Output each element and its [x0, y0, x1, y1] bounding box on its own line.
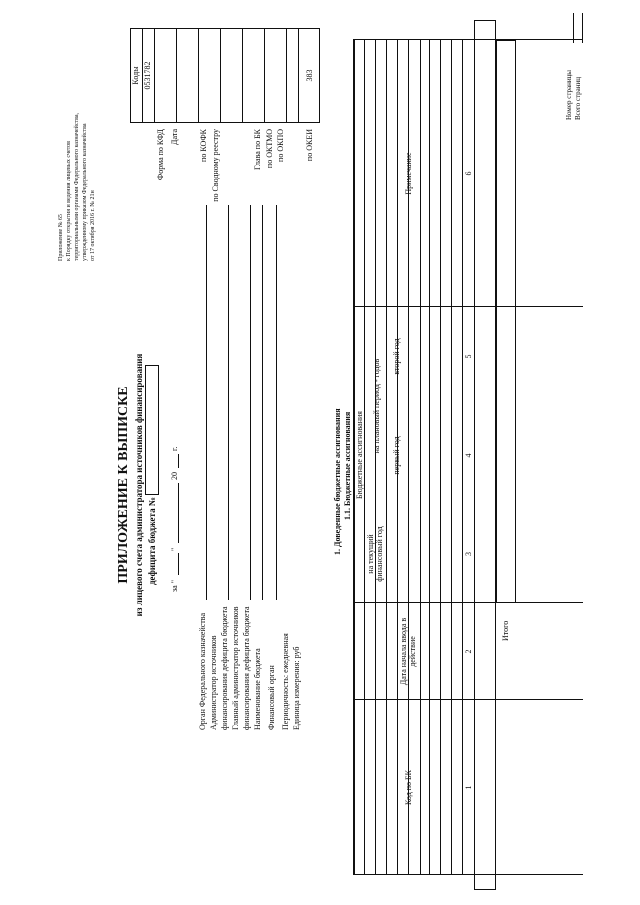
field-label-periodicity: Периодичность: ежедневная — [281, 633, 290, 730]
date-month-line — [178, 483, 179, 543]
field-line-ofk[interactable] — [206, 205, 207, 600]
date-year-suffix: г. — [170, 446, 179, 451]
date-prefix: за " — [170, 580, 179, 592]
date-year-line — [178, 454, 179, 468]
field-label-unit: Единица измерения: руб — [292, 646, 301, 730]
page-number-label: Номер страницы — [565, 69, 573, 120]
col-header-second-year: второй год — [391, 338, 401, 375]
col-header-kbk: Код по БК — [403, 770, 413, 805]
code-label-okei: по ОКЕИ — [305, 129, 314, 162]
field-label-fin-organ: Финансовый орган — [267, 665, 276, 730]
codes-divider — [220, 28, 221, 123]
col-header-current-tek: текущий — [366, 534, 375, 564]
table-total-label: Итого — [501, 620, 510, 641]
field-line-budget[interactable] — [262, 205, 263, 600]
col-header-current-fin: финансовый год — [375, 526, 384, 582]
col-num-1: 1 — [464, 785, 473, 790]
codes-divider — [298, 28, 299, 123]
field-line-gadmin[interactable] — [250, 205, 251, 600]
code-label-kofk: по КОФК — [199, 129, 208, 162]
code-label-okpo: по ОКПО — [276, 129, 285, 162]
page-number-line[interactable] — [573, 13, 574, 43]
field-label-admin-1: Администратор источников — [209, 635, 218, 730]
col-header-first-year: первый год — [391, 436, 401, 475]
code-value-okei: 383 — [305, 69, 314, 82]
col-num-2: 2 — [464, 649, 473, 654]
account-number-box[interactable] — [145, 365, 159, 495]
col-num-3: 3 — [464, 552, 473, 556]
col-header-note: Примечание — [403, 152, 413, 195]
col-header-current — [366, 505, 406, 603]
code-label-glava: Глава по БК — [253, 129, 262, 170]
col-header-date: Дата начала ввода в действие — [399, 617, 417, 686]
code-label-oktmo: по ОКТМО — [265, 129, 274, 169]
table-total-box — [496, 40, 516, 603]
appendix-line-4: утвержденному приказом Федерального казначейства — [82, 123, 88, 261]
codes-divider — [242, 28, 243, 123]
col-header-plan-years: годов — [371, 358, 381, 378]
section-title: 1. Доведенные бюджетные ассигнования — [333, 408, 342, 555]
field-label-budget: Наименование бюджета — [253, 648, 262, 730]
codes-divider — [176, 28, 177, 123]
form-title: ПРИЛОЖЕНИЕ К ВЫПИСКЕ — [116, 386, 131, 584]
field-line-fin-organ[interactable] — [276, 205, 277, 600]
field-label-ofk: Орган Федерального казначейства — [198, 612, 207, 730]
col-num-5: 5 — [464, 354, 473, 359]
codes-divider — [154, 28, 155, 123]
form-subtitle-2: дефицита бюджета № — [147, 497, 157, 585]
page-total-label: Всего страниц — [574, 76, 582, 120]
code-value-kfd: 0531782 — [143, 61, 152, 90]
field-label-admin-2: финансирования дефицита бюджета — [220, 606, 229, 730]
field-label-gadmin-1: Главный администратор источников — [231, 606, 240, 730]
codes-header: Коды — [131, 66, 140, 85]
col-header-plan-dash: - — [371, 379, 381, 383]
code-label-kfd: Форма по КФД — [156, 129, 165, 181]
code-label-date: Дата — [170, 129, 179, 145]
col-header-group: Бюджетные ассигнования — [355, 411, 364, 499]
date-quote: " — [170, 547, 179, 551]
col-header-plan — [366, 307, 386, 505]
col-header-plan-text: на плановый период — [371, 384, 381, 454]
date-year-prefix: 20 — [170, 472, 179, 480]
form-subtitle-1: из лицевого счета администратора источников финансирования — [134, 353, 144, 617]
date-day-line — [178, 553, 179, 575]
col-num-6: 6 — [464, 171, 473, 176]
section-subtitle: 1.1. Бюджетные ассигнования — [343, 411, 352, 520]
page-total-line[interactable] — [582, 13, 583, 43]
col-header-current-na: на — [366, 565, 375, 574]
codes-divider — [264, 28, 265, 123]
codes-divider — [286, 28, 287, 123]
table-data-row[interactable] — [474, 20, 496, 890]
appendix-line-5: от 17 октября 2016 г. № 21н — [90, 190, 96, 261]
appendix-line-3: территориальными органами Федерального казначейства, — [74, 112, 80, 261]
field-line-admin[interactable] — [228, 205, 229, 600]
codes-divider — [198, 28, 199, 123]
appendix-line-2: к Порядку открытия и ведения лицевых счетов — [66, 140, 72, 261]
field-label-gadmin-2: финансирования дефицита бюджета — [242, 606, 251, 730]
appendix-line-1: Приложение № 65 — [58, 214, 64, 261]
col-num-4: 4 — [464, 453, 473, 458]
code-label-svodny: по Сводному реестру — [211, 129, 220, 202]
codes-box — [130, 28, 320, 123]
